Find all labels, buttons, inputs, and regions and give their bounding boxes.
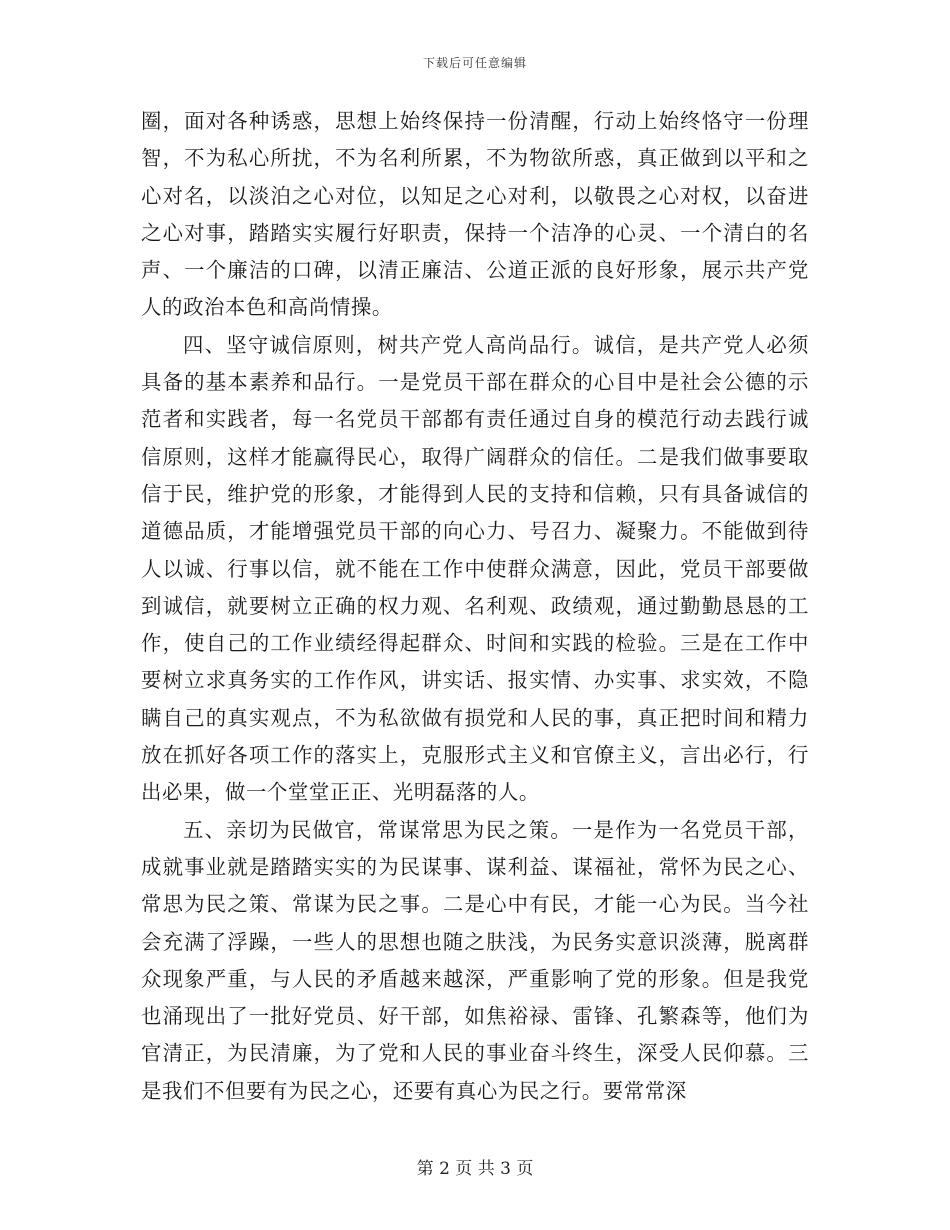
page-footer: 第 2 页 共 3 页 [416, 1159, 534, 1179]
page-header: 下载后可任意编辑 [422, 56, 527, 70]
paragraph-continuation: 圈，面对各种诱惑，思想上始终保持一份清醒，行动上始终恪守一份理智，不为私心所扰，不为名利所累，不为物欲所惑，真正做到以平和之心对名，以淡泊之心对位，以知足之心对利，以敬畏之心对权，以奋进之心对事，踏踏实实履行好职责，保持一个洁净的心灵、一个清白的名声、一个廉洁的口碑，以清正廉洁、公道正派的良好形象，展示共产党人的政治本色和高尚情操。 [141, 109, 809, 320]
paragraph-section-four: 四、坚守诚信原则，树共产党人高尚品行。诚信，是共产党人必须具备的基本素养和品行。一是党员干部在群众的心目中是社会公德的示范者和实践者，每一名党员干部都有责任通过自身的模范行动去践行诚信原则，这样才能赢得民心，取得广阔群众的信任。二是我们做事要取信于民，维护党的形象，才能得到人民的支持和信赖，只有具备诚信的道德品质，才能增强党员干部的向心力、号召力、凝聚力。不能做到待人以诚、行事以信，就不能在工作中使群众满意，因此，党员干部要做到诚信，就要树立正确的权力观、名利观、政绩观，通过勤勤恳恳的工作，使自己的工作业绩经得起群众、时间和实践的检验。三是在工作中要树立求真务实的工作作风，讲实话、报实情、办实事、求实效，不隐瞒自己的真实观点，不为私欲做有损党和人民的事，真正把时间和精力放在抓好各项工作的落实上，克服形式主义和官僚主义，言出必行，行出必果，做一个堂堂正正、光明磊落的人。 [141, 332, 809, 805]
document-body [141, 103, 809, 1110]
paragraph-section-five: 五、亲切为民做官，常谋常思为民之策。一是作为一名党员干部，成就事业就是踏踏实实的为民谋事、谋利益、谋福祉，常怀为民之心、常思为民之策、常谋为民之事。二是心中有民，才能一心为民。当今社会充满了浮躁，一些人的思想也随之肤浅，为民务实意识淡薄，脱离群众现象严重，与人民的矛盾越来越深，严重影响了党的形象。但是我党也涌现出了一批好党员、好干部，如焦裕禄、雷锋、孔繁森等，他们为官清正，为民清廉，为了党和人民的事业奋斗终生，深受人民仰慕。三是我们不但要有为民之心，还要有真心为民之行。要常常深 [141, 817, 809, 1103]
